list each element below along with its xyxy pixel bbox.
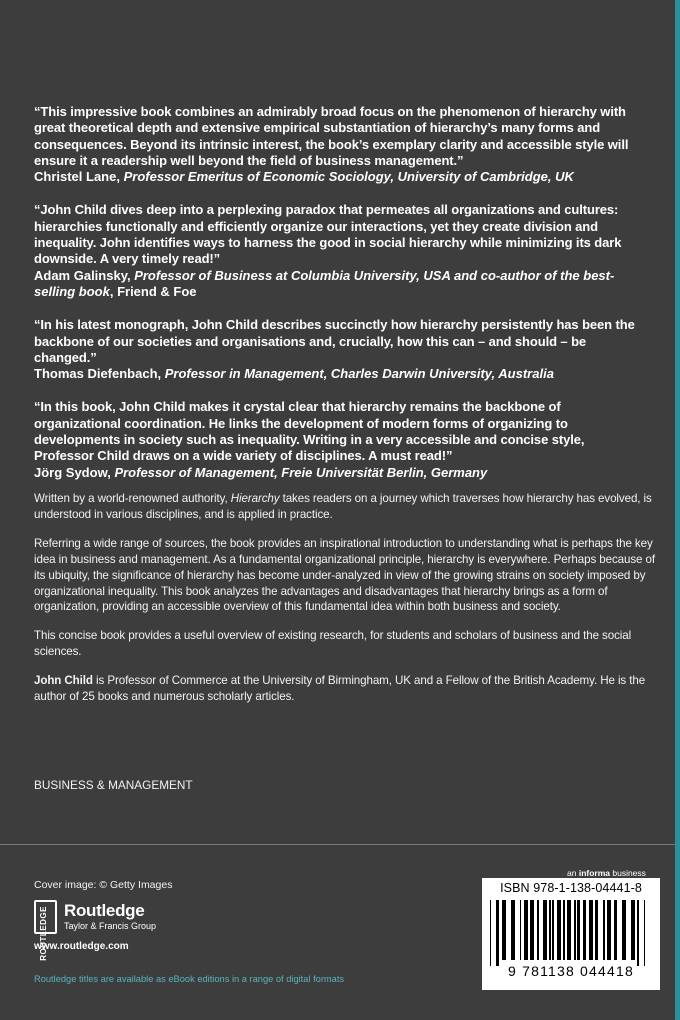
informa-brand: informa: [578, 868, 610, 878]
barcode-bar: [549, 900, 550, 960]
cover-credit: Cover image: © Getty Images: [34, 879, 173, 891]
quote-attribution: [34, 169, 646, 185]
barcode-bar: [490, 900, 491, 966]
quote-attribution: [34, 366, 646, 382]
logo-mark-text: ROUTLEDGE: [39, 906, 48, 961]
endorsement: [34, 104, 646, 185]
edge-stripe: [675, 0, 680, 1020]
endorsement: [34, 317, 646, 382]
informa-tagline: [567, 868, 646, 878]
barcode-bar: [603, 900, 606, 960]
endorsement: [34, 399, 646, 480]
barcode-bar: [496, 900, 499, 966]
barcode-bar: [511, 900, 515, 960]
quote-text: “This impressive book combines an admirably broad focus on the phenomenon of hierarchy with great theoretical depth and extensive empirical substantiation of hierarchy’s many forms and consequences. Beyond its intrinsic interest, the book’s exemplary clarity and accessible style will ensure it a readership well beyond the field of business management.”: [34, 104, 629, 168]
informa-post: business: [610, 868, 646, 878]
barcode-bar: [577, 900, 580, 960]
author-name: John Child: [34, 674, 93, 688]
barcode-bar: [537, 900, 538, 960]
barcode-bar: [520, 900, 521, 960]
description-paragraph: This concise book provides a useful overview of existing research, for students and scholars of business and the social sciences.: [34, 629, 632, 659]
description-paragraph: [34, 491, 660, 523]
barcode-bar: [607, 900, 611, 960]
quote-text: “In his latest monograph, John Child describes succinctly how hierarchy persistently has been the backbone of our societies and organisations and, crucially, how this can – and should – be changed.”: [34, 317, 635, 365]
isbn-label: ISBN 978-1-138-04441-8: [500, 881, 642, 895]
subject-category: BUSINESS & MANAGEMENT: [34, 778, 193, 792]
publisher-group: Taylor & Francis Group: [64, 921, 157, 931]
ebook-note: Routledge titles are available as eBook editions in a range of digital formats: [34, 974, 345, 984]
endorsement: [34, 202, 646, 300]
barcode-bar: [557, 900, 561, 960]
divider: [0, 844, 675, 845]
barcode-bar: [637, 900, 640, 966]
description-paragraph: Referring a wide range of sources, the book provides an inspirational introduction to understanding what is perhaps the key idea in business and management. As a fundamental organizational principle, hierarchy is everywhere. Perhaps because of its ubiquity, the significance of hierarchy has become under-analyzed in view of the growing strains on society imposed by organizational inequality. This book analyzes the advantages and disadvantages that hierarchy brings as a form of organization, providing an accessible overview of this fundamental idea within both business and society.: [34, 536, 655, 614]
quote-extra: , Friend & Foe: [109, 283, 197, 299]
quote-text: “John Child dives deep into a perplexing paradox that permeates all organizations and cultures: hierarchies functionally and efficiently organize our interactions, yet they create division and inequality. John identifies ways to harness the good in social hierarchy while minimizing its dark downside. A very timely read!”: [34, 202, 622, 267]
barcode-bar: [567, 900, 571, 960]
quote-author: Adam Galinsky,: [34, 267, 131, 283]
quote-author: Christel Lane,: [34, 169, 120, 185]
quote-author: Thomas Diefenbach,: [34, 366, 162, 382]
book-title: Hierarchy: [230, 492, 280, 505]
routledge-mark-icon: [34, 900, 57, 961]
book-description: [34, 491, 660, 718]
barcode-bar: [614, 900, 617, 960]
barcode-bar: [552, 900, 553, 960]
quote-attribution: [34, 465, 646, 481]
quote-author-title: Professor Emeritus of Economic Sociology, University of Cambridge, UK: [123, 169, 574, 185]
quote-author-title: Professor of Business at Columbia University, USA and co-author of the best-selling book: [34, 267, 615, 299]
barcode-bar: [631, 900, 635, 960]
barcode-bar: [583, 900, 586, 960]
isbn-barcode: [482, 878, 660, 990]
author-bio: [34, 673, 660, 705]
quote-author-title: Professor in Management, Charles Darwin University, Australia: [164, 366, 554, 382]
barcode-bar: [595, 900, 598, 960]
informa-pre: an: [567, 868, 579, 878]
barcode-bar: [543, 900, 547, 960]
quote-attribution: [34, 268, 646, 301]
barcode-bars: [490, 900, 652, 970]
publisher-website-link[interactable]: www.routledge.com: [34, 941, 129, 952]
barcode-bar: [524, 900, 528, 960]
quote-author: Jörg Sydow,: [34, 464, 111, 480]
author-bio-text: is Professor of Commerce at the University of Birmingham, UK and a Fellow of the British Academy. He is the author of 25 books and numerous scholarly articles.: [34, 674, 646, 704]
barcode-bar: [530, 900, 534, 960]
publisher-name: Routledge: [64, 901, 145, 920]
description-text: takes readers on a journey which traverses how hierarchy has evolved, is understood in various disciplines, and is applied in practice.: [34, 492, 652, 521]
barcode-bar: [563, 900, 566, 960]
barcode-digits: 9 781138 044418: [508, 963, 634, 979]
barcode-bar: [574, 900, 575, 960]
quote-author-title: Professor of Management, Freie Universität Berlin, Germany: [114, 464, 488, 480]
barcode-bar: [644, 900, 645, 966]
barcode-bar: [589, 900, 593, 960]
barcode-bar: [502, 900, 506, 960]
quote-text: “In this book, John Child makes it crystal clear that hierarchy remains the backbone of organizational coordination. He links the development of modern forms of organizing to developments in society such as inequality. Writing in a very accessible and concise style, Professor Child draws on a wide variety of disciplines. A must read!”: [34, 399, 585, 464]
endorsements: [34, 104, 646, 498]
barcode-bar: [622, 900, 626, 960]
description-text: Written by a world-renowned authority,: [34, 492, 231, 505]
